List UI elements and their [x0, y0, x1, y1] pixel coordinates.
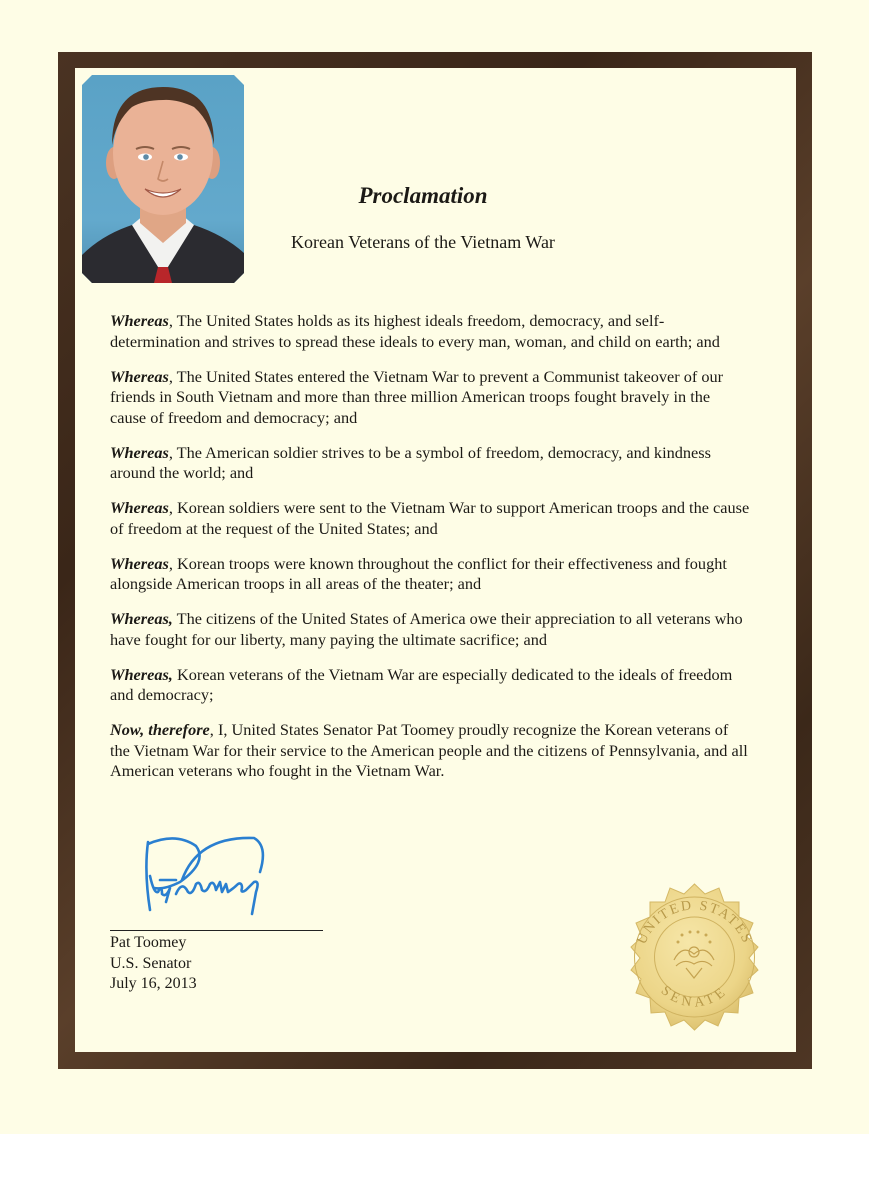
whereas-clause	[110, 311, 750, 352]
whereas-clause	[110, 443, 750, 484]
clause-lead: Whereas,	[110, 664, 173, 684]
signing-date: July 16, 2013	[110, 975, 197, 992]
handwritten-signature	[136, 832, 286, 924]
svg-text:SENATE: SENATE	[657, 983, 732, 1011]
clause-text: Korean veterans of the Vietnam War are especially dedicated to the ideals of freedom and democracy;	[110, 664, 733, 704]
senate-seal	[612, 880, 777, 1045]
whereas-clause	[110, 498, 750, 539]
clause-lead: Whereas	[110, 442, 169, 462]
whereas-clause	[110, 609, 750, 650]
clause-lead: Whereas,	[110, 609, 173, 628]
clause-text: , I, United States Senator Pat Toomey proudly recognize the Korean veterans of the Vietnam War for their service to the American people and the citizens of Pennsylvania, and all American veterans who fought in the Vietnam War.	[110, 720, 748, 780]
clause-lead: Whereas	[110, 311, 169, 330]
clause-text: The citizens of the United States of America owe their appreciation to all veterans who have fought for our liberty, many paying the ultimate sacrifice; and	[110, 609, 743, 649]
clause-lead: Whereas	[110, 366, 169, 386]
proclamation-body	[110, 311, 750, 796]
clause-text: , The American soldier strives to be a symbol of freedom, democracy, and kindness around the world; and	[110, 442, 711, 482]
scan-margin	[0, 1134, 869, 1189]
clause-text: , Korean troops were known throughout the conflict for their effectiveness and fought alongside American troops in all areas of the theater; and	[110, 553, 727, 593]
clause-text: , The United States entered the Vietnam War to prevent a Communist takeover of our friends in South Vietnam and more than three million American troops fought bravely in the cause of freedom and democracy; and	[110, 366, 724, 427]
document-title: Proclamation	[358, 183, 488, 208]
portrait-image	[82, 75, 244, 283]
whereas-clause	[110, 367, 750, 429]
signer-name: Pat Toomey	[110, 934, 187, 951]
signer-title: U.S. Senator	[110, 954, 192, 972]
whereas-clause	[110, 665, 750, 706]
signer-block	[110, 933, 197, 995]
clause-lead: Now, therefore	[110, 720, 210, 739]
signature-line	[110, 930, 323, 931]
resolution-clause	[110, 720, 750, 782]
senator-portrait	[82, 75, 244, 283]
whereas-clause	[110, 554, 750, 595]
clause-text: , The United States holds as its highest ideals freedom, democracy, and self-determination and strives to spread these ideals to every man, woman, and child on earth; and	[110, 311, 720, 351]
senate-seal-emblem	[612, 880, 777, 1045]
clause-lead: Whereas	[110, 553, 169, 573]
svg-text:UNITED STATES: UNITED STATES	[634, 898, 755, 947]
clause-lead: Whereas	[110, 498, 169, 517]
document-subtitle: Korean Veterans of the Vietnam War	[291, 232, 555, 252]
clause-text: , Korean soldiers were sent to the Vietnam War to support American troops and the cause of freedom at the request of the United States; and	[110, 498, 750, 538]
